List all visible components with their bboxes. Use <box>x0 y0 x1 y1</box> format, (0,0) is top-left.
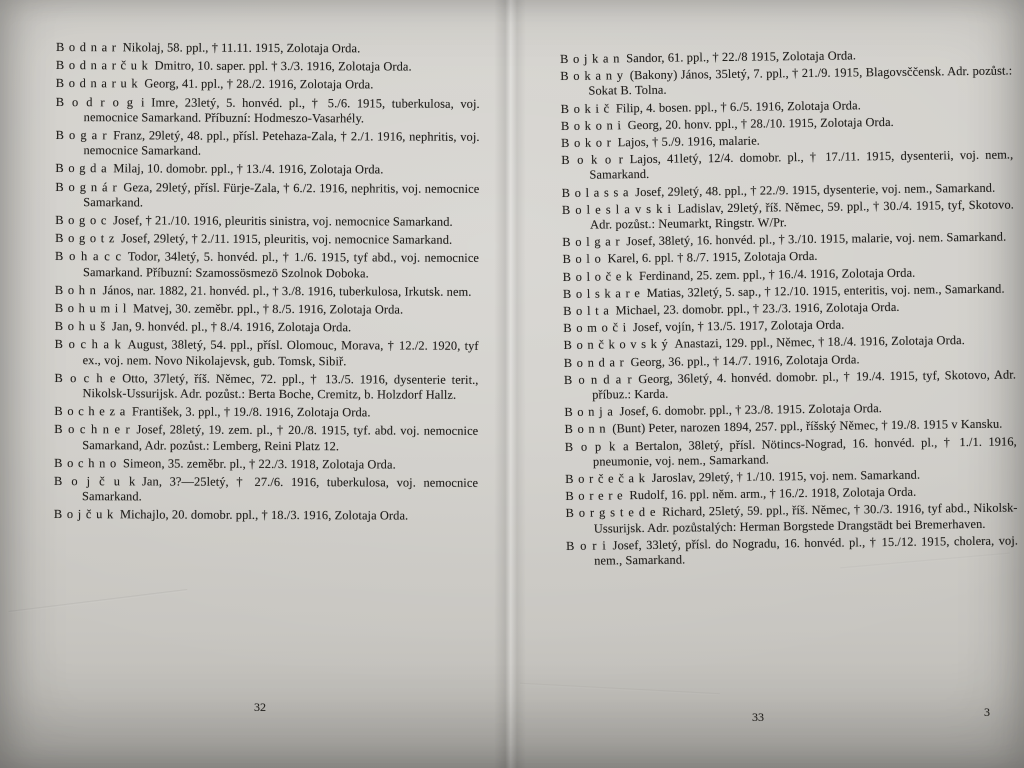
entry-surname: B o c h a k <box>54 337 122 352</box>
paper-crease <box>9 589 188 613</box>
entry-surname: B o k o r <box>561 152 624 168</box>
entry-details: Geza, 29letý, přísl. Fürje-Zala, † 6./2. 1916, nephritis, voj. nemocnice Samarkand. <box>83 179 480 210</box>
entry-details: Bertalon, 38letý, přísl. Nötincs-Nograd, 16. honvéd. pl., † 1./1. 1916, pneumonie, voj. nem., Samarkand. <box>592 434 1017 469</box>
entry-surname: B o g d a <box>55 161 108 176</box>
entry-details: Michael, 23. domobr. ppl., † 23./3. 1916, Zolotaja Orda. <box>615 299 900 318</box>
entries-column-left <box>54 40 480 525</box>
entry-surname: B o g a r <box>55 128 108 143</box>
register-entry <box>561 148 1013 184</box>
entry-details: Matias, 32letý, 5. sap., † 12./10. 1915, enteritis, voj. nem., Samarkand. <box>646 281 1005 300</box>
entry-details: Jan, 9. honvéd. pl., † 8./4. 1916, Zolotaja Orda. <box>111 319 352 335</box>
entry-surname: B o n j a <box>564 404 614 420</box>
entry-details: Dmitro, 10. saper. ppl. † 3./3. 1916, Zolotaja Orda. <box>154 58 412 74</box>
register-entry <box>56 95 480 127</box>
page-number-left: 32 <box>254 700 266 714</box>
entry-details: Franz, 29letý, 48. ppl., přísl. Petehaza-Zala, † 2./1. 1916, nephritis, voj. nemocnice Samarkand. <box>83 128 480 158</box>
entry-surname: B o r e r e <box>565 488 624 504</box>
entry-details: Josef, 29letý, † 2./11. 1915, pleuritis, voj. nemocnice Samarkand. <box>121 231 453 247</box>
page-right <box>560 48 1019 724</box>
entry-surname: B o n č k o v s k ý <box>563 337 669 353</box>
entry-surname: B o h u m i l <box>54 301 128 316</box>
entry-surname: B o h u š <box>54 319 107 334</box>
paper-crease <box>520 683 720 695</box>
entries-column-right <box>560 46 1018 569</box>
entry-details: Josef, 6. domobr. ppl., † 23./8. 1915. Zolotaja Orda. <box>619 401 883 419</box>
entry-details: Josef, 33letý, přísl. do Nogradu, 16. honvéd. pl., † 15./12. 1915, cholera, voj. nem., Samarkand. <box>594 533 1019 568</box>
register-entry <box>55 283 479 300</box>
entry-surname: B o r i <box>565 538 607 553</box>
entry-details: Josef, vojín, † 13./5. 1917, Zolotaja Orda. <box>632 317 845 335</box>
entry-surname: B o g o c <box>55 213 108 228</box>
entry-details: Georg, 20. honv. ppl., † 28./10. 1915, Zolotaja Orda. <box>627 114 894 132</box>
entry-surname: B o j k a n <box>560 51 621 66</box>
entry-details: Josef, † 21./10. 1916, pleuritis sinistra, voj. nemocnice Samarkand. <box>113 213 453 229</box>
entry-surname: B o l s k a r e <box>562 285 641 301</box>
entry-details: Georg, 36. ppl., † 14./7. 1916, Zolotaja Orda. <box>630 352 860 369</box>
register-entry <box>566 533 1018 569</box>
entry-surname: B o g o t z <box>55 231 116 246</box>
entry-details: Josef, 38letý, 16. honvéd. pl., † 3./10. 1915, malarie, voj. nem. Samarkand. <box>626 229 1007 249</box>
entry-surname: B o c h e <box>54 370 117 386</box>
entry-details: Imre, 23letý, 5. honvéd. pl., † 5./6. 1915, tuberkulosa, voj. nemocnice Samarkand. Příbuzní: Hodmeszo-Vasarhély. <box>83 95 480 126</box>
entry-details: Michajlo, 20. domobr. ppl., † 18./3. 1916, Zolotaja Orda. <box>119 507 409 524</box>
entry-details: Georg, 36letý, 4. honvéd. domobr. pl., † 19./4. 1915, tyf, Skotovo, Adr. příbuz.: Karda. <box>592 367 1017 402</box>
register-entry <box>54 422 478 454</box>
entry-details: Otto, 37letý, říš. Němec, 72. ppl., † 13./5. 1916, dysenterie terit., Nikolsk-Ussurijsk. Adr. pozůst.: Berta Boche, Cremitz, b. Holzdorf Hallz. <box>82 371 479 402</box>
register-entry <box>55 161 479 178</box>
entry-details: Rudolf, 16. ppl. něm. arm., † 16./2. 1918, Zolotaja Orda. <box>629 484 917 503</box>
entry-surname: B o g n á r <box>55 179 118 194</box>
entry-details: Jan, 3?—25letý, † 27./6. 1916, tuberkulosa, voj. nemocnice Samarkand. <box>81 474 479 504</box>
register-entry <box>54 371 478 403</box>
entry-surname: B o r č e č a k <box>565 471 646 487</box>
entry-surname: B o l e s l a v s k i <box>561 201 672 217</box>
entry-surname: B o d n a r u k <box>55 76 139 91</box>
register-entry <box>54 507 478 524</box>
register-entry <box>560 64 1012 100</box>
entry-surname: B o k o n i <box>560 118 622 133</box>
register-entry <box>54 404 478 421</box>
entry-surname: B o h a c c <box>55 249 122 264</box>
entry-surname: B o p k a <box>564 438 630 454</box>
entry-surname: B o l a s s a <box>561 184 630 200</box>
entry-surname: B o c h n o <box>54 455 118 471</box>
register-entry <box>54 474 478 506</box>
register-entry <box>566 501 1018 537</box>
entry-details: Nikolaj, 58. ppl., † 11.11. 1915, Zolotaja Orda. <box>122 40 361 56</box>
entry-details: Anastazi, 129. ppl., Němec, † 18./4. 1916, Zolotaja Orda. <box>674 333 965 352</box>
entry-details: (Bunt) Peter, narozen 1894, 257. ppl., říšský Němec, † 19./8. 1915 v Kansku. <box>612 417 1003 436</box>
entry-surname: B o c h e z a <box>54 404 127 419</box>
entry-surname: B o l t a <box>563 303 610 319</box>
entry-surname: B o l g a r <box>562 234 621 250</box>
entry-surname: B o j č u k <box>53 507 115 522</box>
entry-details: August, 38letý, 54. ppl., přísl. Olomouc, Morava, † 12./2. 1920, tyf ex., voj. nem. Novo Nikolajevsk, gub. Tomsk, Sibiř. <box>82 337 479 368</box>
entry-details: Simeon, 35. zeměbr. pl., † 22./3. 1918, Zolotaja Orda. <box>122 456 396 472</box>
entry-details: Jaroslav, 29letý, † 1./10. 1915, voj. nem. Samarkand. <box>651 467 921 485</box>
register-entry <box>55 213 479 230</box>
entry-surname: B o h n <box>54 282 97 298</box>
entry-details: František, 3. ppl., † 19./8. 1916, Zolotaja Orda. <box>131 404 371 420</box>
entry-surname: B o j č u k <box>54 474 137 489</box>
register-entry <box>564 367 1016 403</box>
entry-surname: B o k o r <box>561 135 612 151</box>
page-corner-number: 3 <box>984 705 990 719</box>
register-entry <box>54 456 478 473</box>
register-entry <box>55 337 479 369</box>
entry-details: (Bakony) János, 35letý, 7. ppl., † 21./9. 1915, Blagovsččensk. Adr. pozůst.: Sokat B. Tolna. <box>588 63 1013 99</box>
register-entry <box>55 301 479 318</box>
entry-surname: B o l o <box>562 251 602 267</box>
entry-details: Lajos, 41letý, 12/4. domobr. pl., † 17./11. 1915, dysenterii, voj. nem., Samarkand. <box>589 147 1014 183</box>
page-left <box>53 40 480 714</box>
entry-surname: B o n d a r <box>563 354 625 370</box>
entry-details: Filip, 4. bosen. ppl., † 6./5. 1916, Zolotaja Orda. <box>615 97 861 115</box>
book-gutter-shadow <box>494 0 526 768</box>
register-entry <box>55 231 479 248</box>
entry-surname: B o r g s t e d e <box>565 505 657 521</box>
entry-details: Sandor, 61. ppl., † 22./8 1915, Zolotaja Orda. <box>626 48 857 66</box>
entry-surname: B o k a n y <box>560 68 624 84</box>
entry-details: Josef, 28letý, 19. zem. pl., † 20./8. 1915, tyf. abd. voj. nemocnice Samarkand, Adr. pozůst.: Lemberg, Reini Platz 12. <box>82 422 479 453</box>
register-entry <box>56 40 480 57</box>
entry-details: Matvej, 30. zeměbr. ppl., † 8./5. 1916, Zolotaja Orda. <box>133 301 404 317</box>
register-entry <box>562 197 1014 233</box>
entry-surname: B o d n a r č u k <box>55 58 149 73</box>
entry-surname: B o m o č i <box>563 320 627 336</box>
entry-details: Todor, 34letý, 5. honvéd. pl., † 1./6. 1915, tyf abd., voj. nemocnice Samarkand. Příbuzní: Szamossösmezö Szolnok Doboka. <box>82 249 480 281</box>
entry-details: Lajos, † 5./9. 1916, malarie. <box>617 133 761 150</box>
register-entry <box>55 128 479 160</box>
entry-details: János, nar. 1882, 21. honvéd. pl., † 3./8. 1916, tuberkulosa, Irkutsk. nem. <box>102 283 472 299</box>
register-entry <box>55 249 479 281</box>
entry-details: Ferdinand, 25. zem. ppl., † 16./4. 1916, Zolotaja Orda. <box>638 265 916 283</box>
entry-details: Richard, 25letý, 59. ppl., říš. Němec, † 30./3. 1916, tyf abd., Nikolsk-Ussurijsk. Adr. pozůstalých: Herman Borgstede Drangstädt bei Bremerhaven. <box>593 500 1018 536</box>
entry-surname: B o d n a r <box>55 40 117 55</box>
entry-surname: B o k i č <box>560 101 610 116</box>
register-entry <box>565 434 1017 470</box>
entry-surname: B o l o č e k <box>562 268 634 284</box>
register-entry <box>55 319 479 336</box>
entry-surname: B o c h n e r <box>54 422 131 437</box>
register-entry <box>55 180 479 212</box>
page-number-right: 33 <box>752 710 764 724</box>
entry-details: Ladislav, 29letý, říš. Němec, 59. ppl., † 30./4. 1915, tyf, Skotovo. Adr. pozůst.: Neumarkt, Ringstr. W/Pr. <box>590 197 1014 232</box>
entry-details: Georg, 41. ppl., † 28./2. 1916, Zolotaja Orda. <box>144 76 374 92</box>
entry-details: Josef, 29letý, 48. ppl., † 22./9. 1915, dysenterie, voj. nem., Samarkand. <box>635 180 996 199</box>
entry-surname: B o d r o g i <box>55 94 146 109</box>
register-entry <box>56 76 480 93</box>
entry-surname: B o n d a r <box>563 372 633 387</box>
entry-details: Milaj, 10. domobr. ppl., † 13./4. 1916, Zolotaja Orda. <box>113 161 384 177</box>
entry-details: Karel, 6. ppl. † 8./7. 1915, Zolotaja Orda. <box>607 249 818 266</box>
entry-surname: B o n n <box>564 421 607 437</box>
register-entry <box>56 58 480 75</box>
